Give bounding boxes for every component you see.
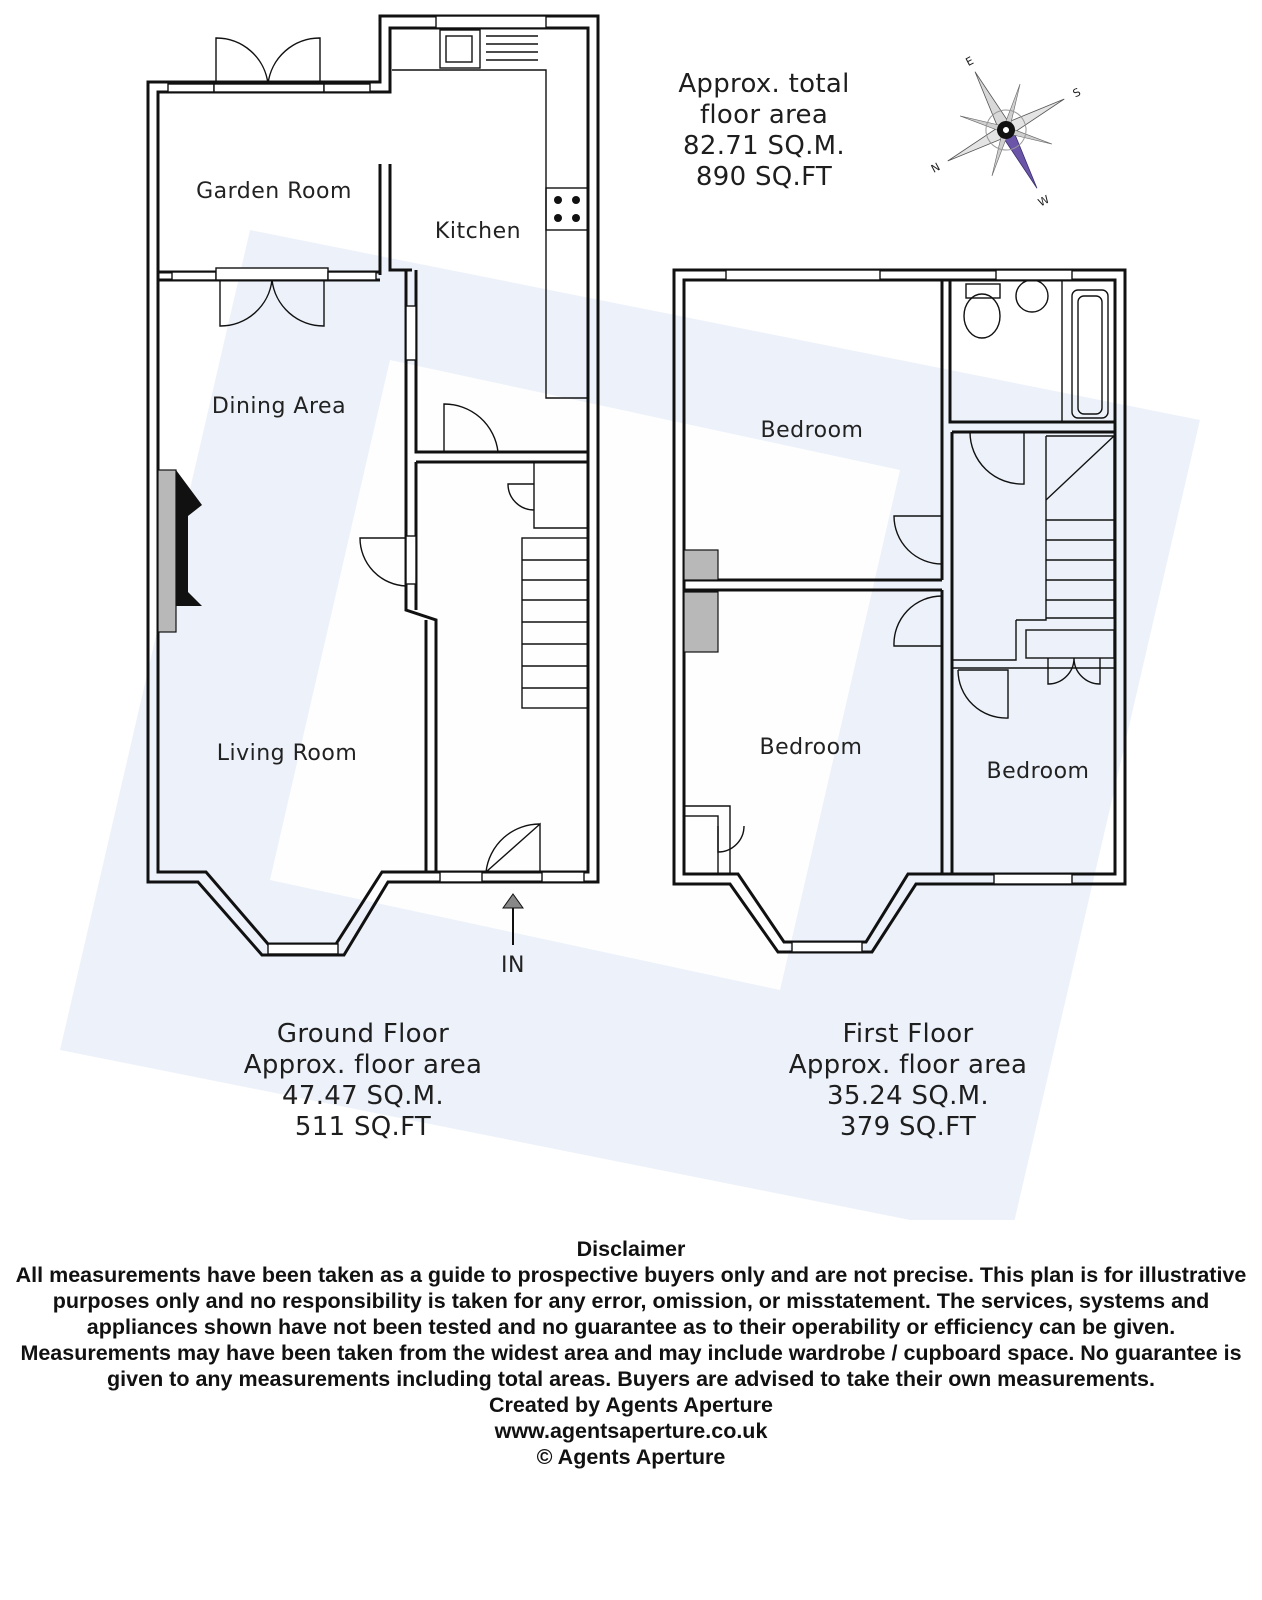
disclaimer-website: www.agentsaperture.co.uk	[494, 1419, 768, 1443]
first-floor-sqm: 35.24 SQ.M.	[827, 1081, 989, 1111]
compass-n: N	[928, 160, 943, 176]
total-area-line1: Approx. total	[678, 69, 850, 99]
total-area-sqm: 82.71 SQ.M.	[683, 131, 845, 161]
ground-floor-sqm: 47.47 SQ.M.	[282, 1081, 444, 1111]
ground-floor-title: Ground Floor	[276, 1019, 450, 1049]
first-floor-subtitle: Approx. floor area	[788, 1050, 1028, 1080]
label-bedroom-3: Bedroom	[986, 759, 1090, 784]
label-kitchen: Kitchen	[434, 219, 522, 244]
first-floor-sqft: 379 SQ.FT	[839, 1112, 977, 1142]
compass-s: S	[1070, 85, 1084, 101]
label-bedroom-2: Bedroom	[759, 735, 863, 760]
disclaimer-section	[10, 1236, 1252, 1470]
total-area-sqft: 890 SQ.FT	[695, 162, 833, 192]
label-bedroom-1: Bedroom	[760, 418, 864, 443]
compass-rose	[892, 17, 1120, 247]
disclaimer-heading: Disclaimer	[576, 1237, 686, 1261]
ground-floor-area-block	[213, 1019, 513, 1143]
compass-w: W	[1035, 192, 1052, 210]
total-area-block	[654, 69, 874, 193]
disclaimer-copyright: © Agents Aperture	[536, 1445, 726, 1469]
ground-floor-sqft: 511 SQ.FT	[294, 1112, 432, 1142]
disclaimer-credit: Created by Agents Aperture	[489, 1393, 773, 1417]
kitchen-hob	[546, 188, 588, 230]
label-living-room: Living Room	[216, 741, 358, 766]
label-garden-room: Garden Room	[196, 179, 352, 204]
first-floor-area-block	[758, 1019, 1058, 1143]
ground-floor-subtitle: Approx. floor area	[243, 1050, 483, 1080]
kitchen-sink	[440, 30, 538, 68]
compass-e: E	[963, 54, 976, 69]
entrance-label: IN	[501, 953, 525, 978]
first-floor-title: First Floor	[842, 1019, 974, 1049]
label-dining-area: Dining Area	[211, 394, 347, 419]
total-area-line2: floor area	[699, 100, 829, 130]
disclaimer-body: All measurements have been taken as a guide to prospective buyers only and are not precise. This plan is for illustrative purposes only and no responsibility is taken for any error, omission, or misstatement. The services, systems and appliances shown have not been tested and no guarantee as to their operability or efficiency can be given. Measurements may have been taken from the widest area and may include wardrobe / cupboard space. No guarantee is given to any measurements including total areas. Buyers are advised to take their own measurements.	[15, 1263, 1247, 1391]
